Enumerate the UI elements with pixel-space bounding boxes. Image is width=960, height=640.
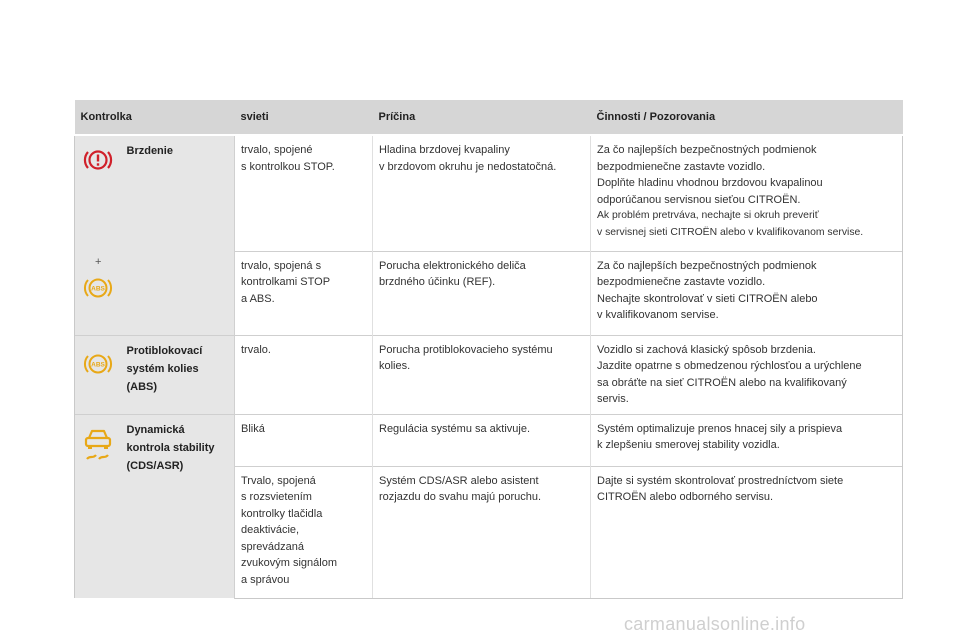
state-cell: trvalo, spojené s kontrolkou STOP. bbox=[235, 135, 373, 251]
cause-cell: Porucha protiblokovacieho systému kolies. bbox=[373, 335, 591, 414]
header-svieti: svieti bbox=[235, 100, 373, 135]
action-cell: Za čo najlepších bezpečnostných podmienok bezpodmienečne zastavte vozidlo. Doplňte hladinu vhodnou brzdovou kvapalinou odporúčanou servisnou sieťou CITROËN. Ak problém pretrváva, nechajte si okruh preveriť v servisnej sieti CITROËN alebo v kvalifikovanom servise. bbox=[591, 135, 903, 251]
header-kontrolka: Kontrolka bbox=[75, 100, 235, 135]
cause-cell: Porucha elektronického deliča brzdného účinku (REF). bbox=[373, 251, 591, 335]
action-cell: Vozidlo si zachová klasický spôsob brzdenia. Jazdite opatrne s obmedzenou rýchlosťou a urýchlene sa obráťte na sieť CITROËN alebo na kvalifikovaný servis. bbox=[591, 335, 903, 414]
group-name-cds: Dynamická kontrola stability (CDS/ASR) bbox=[121, 414, 235, 598]
action-cell: Dajte si systém skontrolovať prostredníctvom siete CITROËN alebo odborného servisu. bbox=[591, 466, 903, 598]
table-row bbox=[75, 335, 903, 414]
brake-warning-icon bbox=[83, 148, 113, 172]
action-cell: Systém optimalizuje prenos hnacej sily a prispieva k zlepšeniu smerovej stability vozidla. bbox=[591, 414, 903, 466]
state-cell: trvalo, spojená s kontrolkami STOP a ABS. bbox=[235, 251, 373, 335]
warning-lights-table bbox=[74, 100, 903, 599]
table-row bbox=[75, 135, 903, 251]
group-name-brzdenie: Brzdenie bbox=[121, 135, 235, 335]
watermark-text: carmanualsonline.info bbox=[624, 614, 806, 634]
svg-text:ABS: ABS bbox=[91, 285, 105, 293]
icon-cell-abs bbox=[75, 335, 121, 414]
abs-warning-icon bbox=[83, 352, 113, 376]
state-cell: Trvalo, spojená s rozsvietením kontrolky tlačidla deaktivácie, sprevádzaná zvukovým signálom a správou bbox=[235, 466, 373, 598]
cause-cell: Regulácia systému sa aktivuje. bbox=[373, 414, 591, 466]
state-cell: trvalo. bbox=[235, 335, 373, 414]
plus-sign: + bbox=[95, 256, 102, 268]
table-row bbox=[75, 414, 903, 466]
action-cell: Za čo najlepších bezpečnostných podmienok bezpodmienečne zastavte vozidlo. Nechajte skontrolovať v sieti CITROËN alebo v kvalifikovanom servise. bbox=[591, 251, 903, 335]
header-pricina: Príčina bbox=[373, 100, 591, 135]
skidding-car-icon bbox=[83, 425, 113, 463]
icon-cell-cds bbox=[75, 414, 121, 598]
state-cell: Bliká bbox=[235, 414, 373, 466]
svg-text:ABS: ABS bbox=[91, 361, 105, 368]
header-cinnosti: Činnosti / Pozorovania bbox=[591, 100, 903, 135]
table-header-row bbox=[75, 100, 903, 135]
cause-cell: Systém CDS/ASR alebo asistent rozjazdu do svahu majú poruchu. bbox=[373, 466, 591, 598]
abs-warning-icon bbox=[83, 276, 113, 300]
cause-cell: Hladina brzdovej kvapaliny v brzdovom okruhu je nedostatočná. bbox=[373, 135, 591, 251]
icon-cell-brzdenie bbox=[75, 135, 121, 335]
group-name-abs: Protiblokovací systém kolies (ABS) bbox=[121, 335, 235, 414]
